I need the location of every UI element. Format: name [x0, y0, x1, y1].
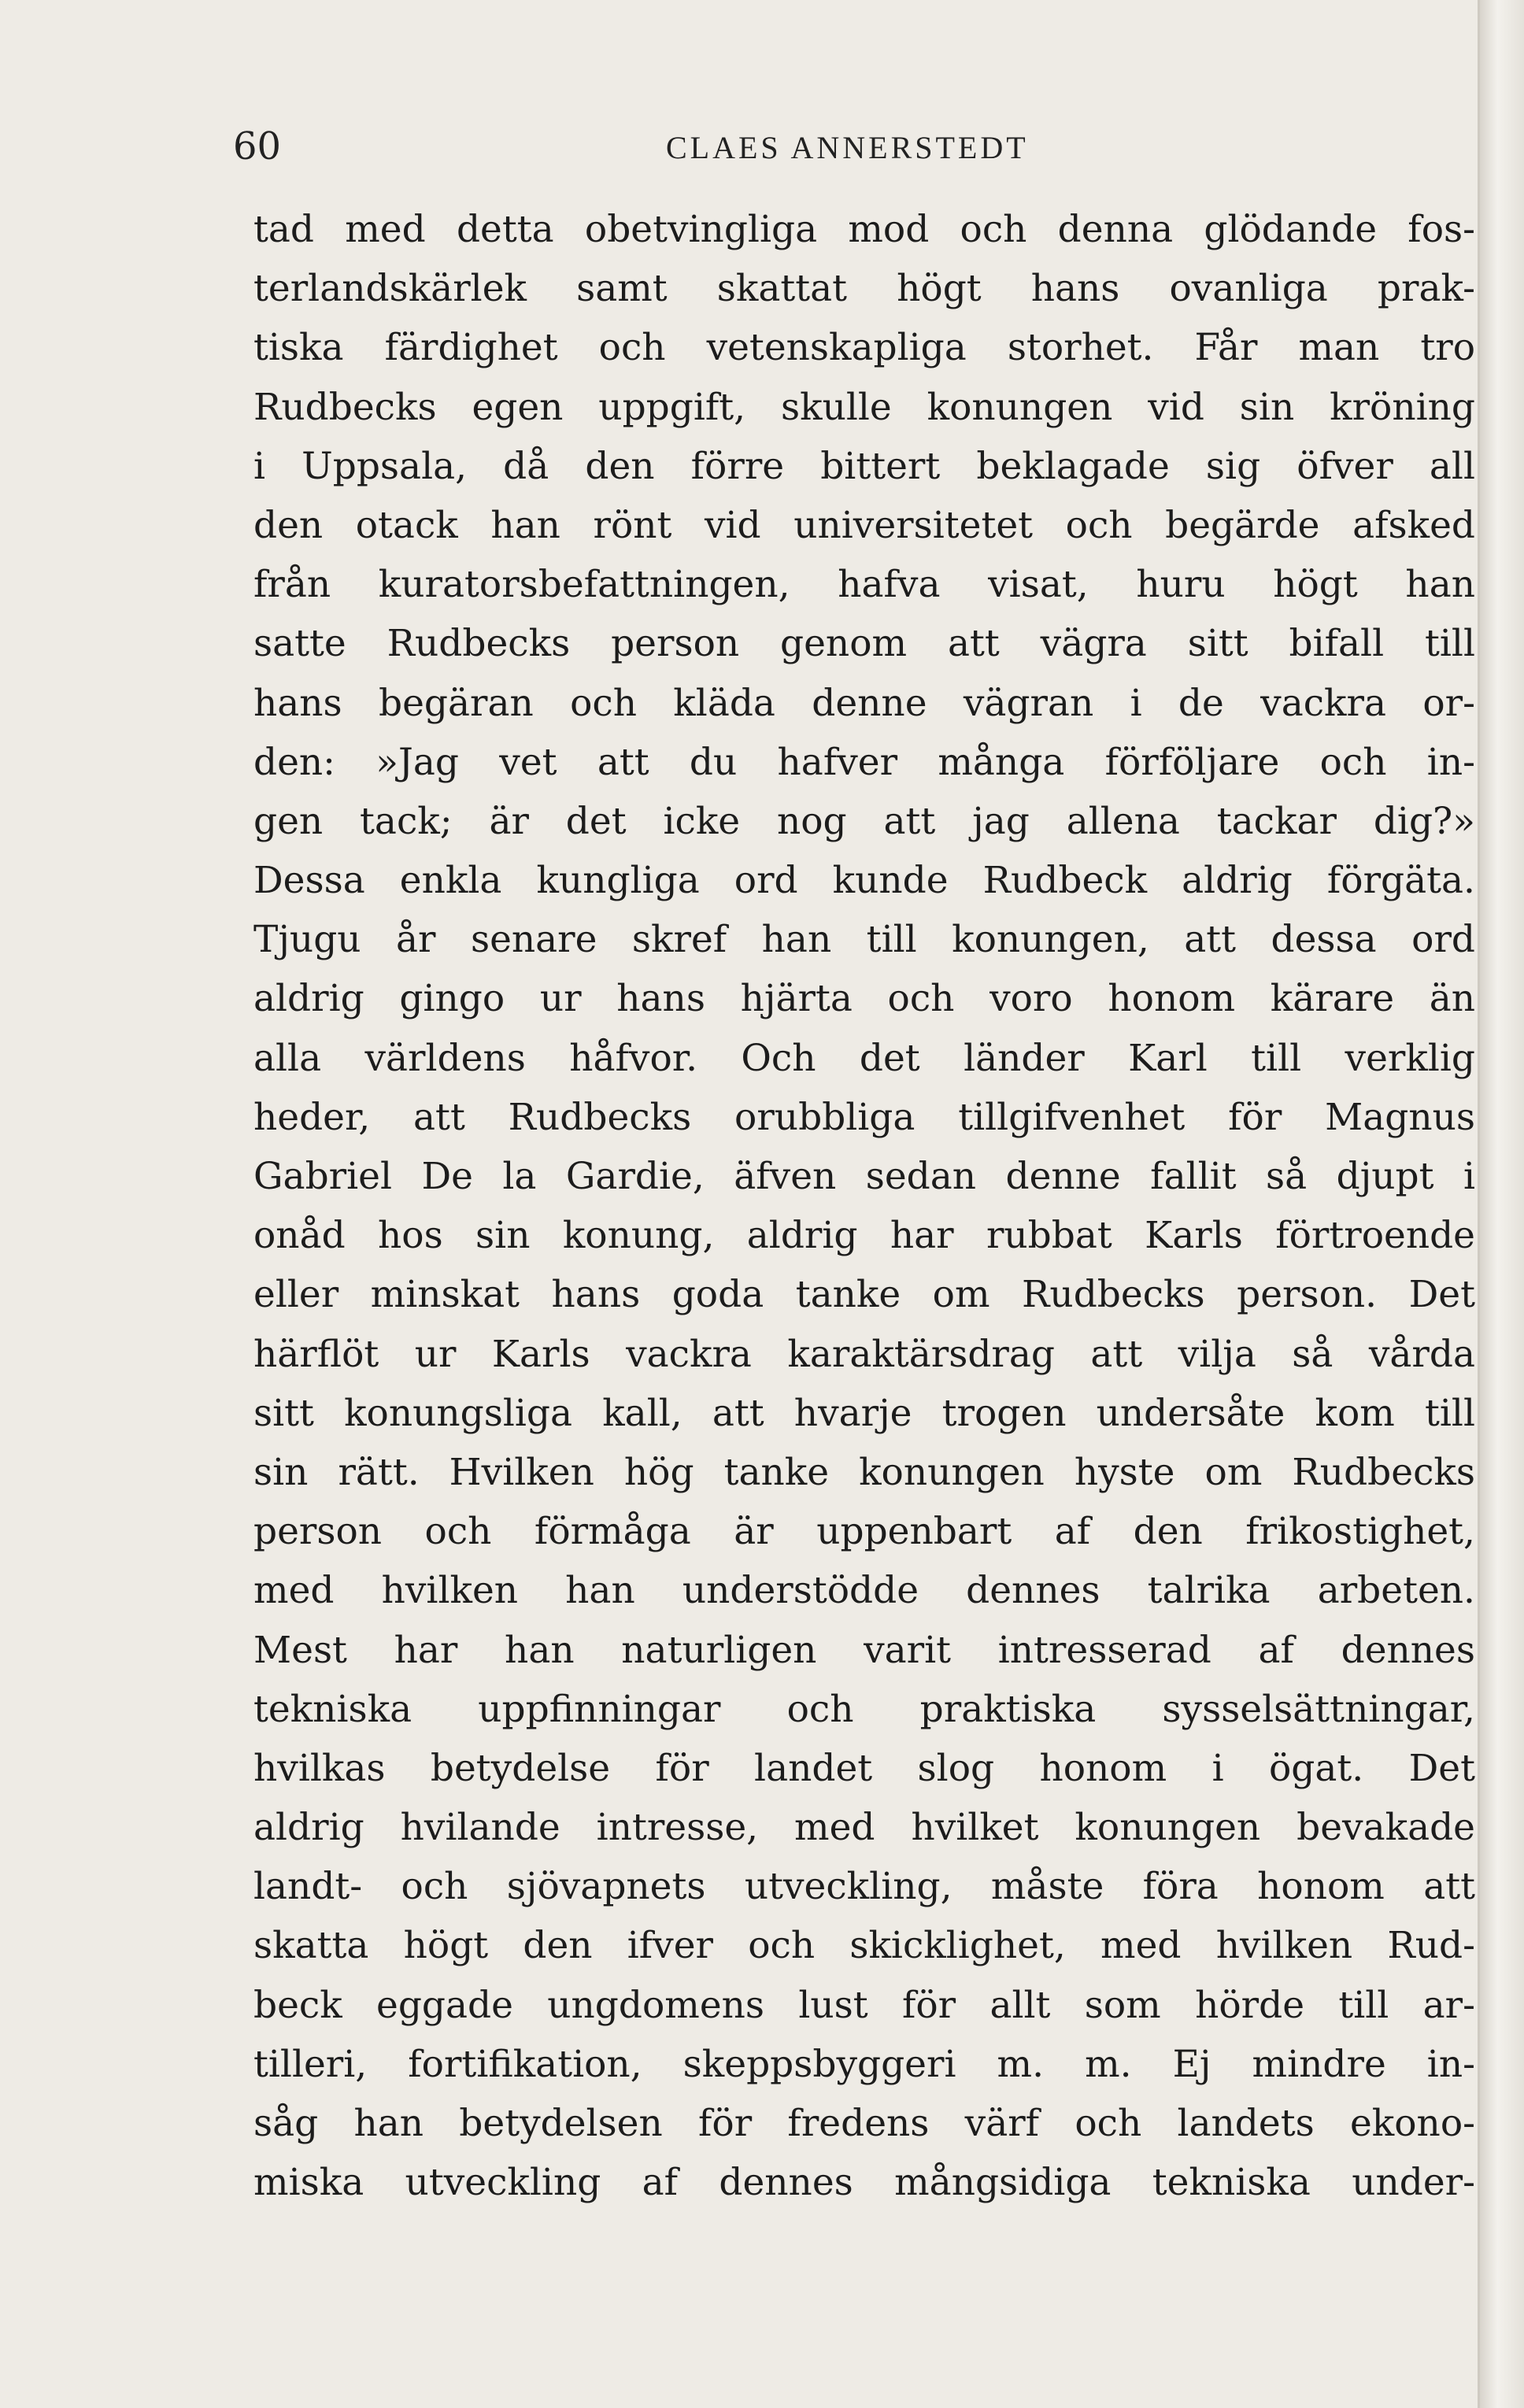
text-line: sin rätt. Hvilken hög tanke konungen hyste om Rudbecks — [253, 1450, 1475, 1494]
text-line: den: »Jag vet att du hafver många förföljare och in- — [253, 740, 1475, 784]
text-line: den otack han rönt vid universitetet och begärde afsked — [253, 503, 1475, 547]
text-line: tekniska uppfinningar och praktiska sysselsättningar, — [253, 1687, 1475, 1731]
text-line: Rudbecks egen uppgift, skulle konungen vid sin kröning — [253, 385, 1475, 429]
text-line: tad med detta obetvingliga mod och denna glödande fos- — [253, 208, 1475, 251]
text-line: Gabriel De la Gardie, äfven sedan denne fallit så djupt i — [253, 1155, 1475, 1198]
text-line: aldrig hvilande intresse, med hvilket konungen bevakade — [253, 1806, 1475, 1850]
text-line: onåd hos sin konung, aldrig har rubbat Karls förtroende — [253, 1214, 1475, 1258]
text-line: gen tack; är det icke nog att jag allena tackar dig?» — [253, 799, 1475, 843]
text-line: satte Rudbecks person genom att vägra sitt bifall till — [253, 622, 1475, 666]
text-line: eller minskat hans goda tanke om Rudbecks person. Det — [253, 1273, 1475, 1317]
page-edge — [1480, 0, 1524, 2408]
text-line: landt- och sjövapnets utveckling, måste föra honom att — [253, 1865, 1475, 1909]
text-line: aldrig gingo ur hans hjärta och voro honom kärare än — [253, 977, 1475, 1021]
text-line: terlandskärlek samt skattat högt hans ovanliga prak- — [253, 267, 1475, 311]
text-line: hans begäran och kläda denne vägran i de vackra or- — [253, 681, 1475, 725]
text-line: tiska färdighet och vetenskapliga storhet. Får man tro — [253, 326, 1475, 370]
text-line: i Uppsala, då den förre bittert beklagade sig öfver all — [253, 444, 1475, 488]
text-line: Dessa enkla kungliga ord kunde Rudbeck aldrig förgäta. — [253, 859, 1475, 903]
text-line: med hvilken han understödde dennes talrika arbeten. — [253, 1569, 1475, 1613]
text-line: person och förmåga är uppenbart af den frikostighet, — [253, 1510, 1475, 1554]
text-line: Mest har han naturligen varit intresserad af dennes — [253, 1628, 1475, 1672]
text-line: miska utveckling af dennes mångsidiga tekniska under- — [253, 2161, 1475, 2205]
text-line: skatta högt den ifver och skicklighet, med hvilken Rud- — [253, 1924, 1475, 1968]
text-line: hvilkas betydelse för landet slog honom i ögat. Det — [253, 1746, 1475, 1790]
text-line: alla världens håfvor. Och det länder Karl till verklig — [253, 1036, 1475, 1080]
text-line: heder, att Rudbecks orubbliga tillgifvenhet för Magnus — [253, 1095, 1475, 1139]
text-line: Tjugu år senare skref han till konungen, att dessa ord — [253, 918, 1475, 962]
text-line: såg han betydelsen för fredens värf och landets ekono- — [253, 2102, 1475, 2145]
text-line: beck eggade ungdomens lust för allt som hörde till ar- — [253, 1983, 1475, 2027]
text-line: härflöt ur Karls vackra karaktärsdrag att vilja så vårda — [253, 1332, 1475, 1376]
body-text — [253, 200, 1475, 2212]
text-line: sitt konungsliga kall, att hvarje trogen undersåte kom till — [253, 1391, 1475, 1435]
text-line: tilleri, fortifikation, skeppsbyggeri m. m. Ej mindre in- — [253, 2042, 1475, 2086]
running-head: CLAES ANNERSTEDT — [666, 130, 1029, 165]
page-number: 60 — [233, 124, 282, 168]
text-line: från kuratorsbefattningen, hafva visat, huru högt han — [253, 563, 1475, 607]
